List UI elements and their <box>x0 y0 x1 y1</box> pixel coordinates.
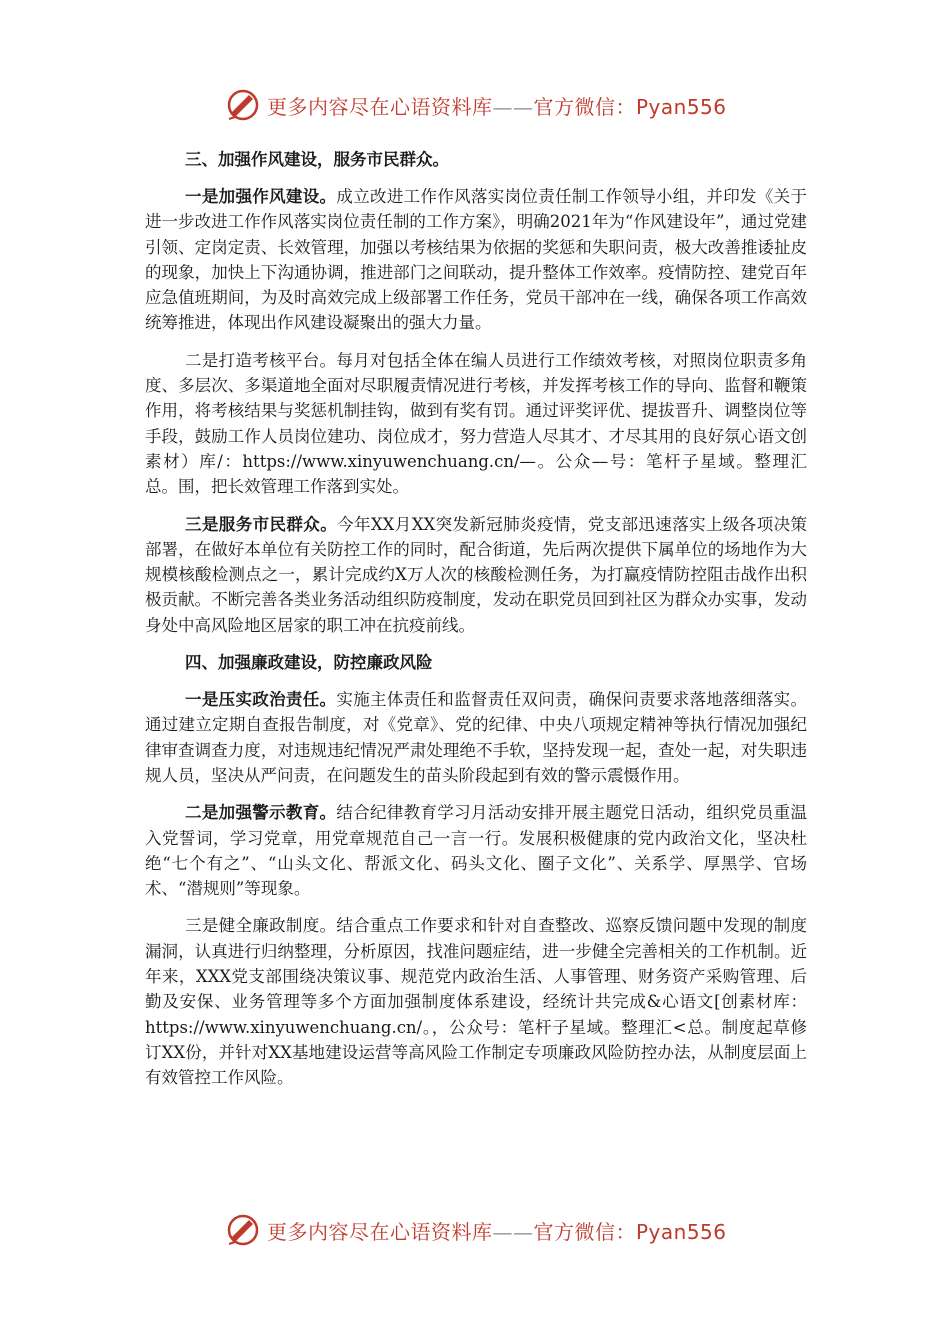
banner-text <box>267 91 727 120</box>
section-3-paragraph-2 <box>145 348 807 500</box>
banner-brand: 更多内容尽在心语资料库 <box>267 94 493 119</box>
section-4-paragraph-2 <box>145 800 807 901</box>
paragraph-body: 今年XX月XX突发新冠肺炎疫情，党支部迅速落实上级各项决策部署，在做好本单位有关防控工作的同时，配合街道，先后两次提供下属单位的场地作为大规模核酸检测点之一，累计完成约X万人次的核酸检测任务，为打赢疫情防控阻击战作出积极贡献。不断完善各类业务活动组织防疫制度，发动在职党员回到社区为群众办实事，发动身处中高风险地区居家的职工冲在抗疫前线。 <box>145 514 807 635</box>
section-3-paragraph-1 <box>145 184 807 336</box>
footer-banner <box>225 1210 725 1250</box>
banner-wechat-label: 官方微信： <box>533 1219 636 1244</box>
paragraph-lead: 二是加强警示教育。 <box>185 803 337 823</box>
paragraph-lead: 一是压实政治责任。 <box>185 690 337 710</box>
paragraph-lead: 一是加强作风建设。 <box>185 187 337 206</box>
banner-brand: 更多内容尽在心语资料库 <box>267 1219 493 1244</box>
paragraph-lead: 三是服务市民群众。 <box>185 514 338 534</box>
pen-swirl-logo-icon <box>225 87 261 123</box>
paragraph-body: 成立改进工作作风落实岗位责任制工作领导小组，并印发《关于进一步改进工作作风落实岗位责任制的工作方案》，明确2021年为“作风建设年”，通过党建引领、定岗定责、长效管理，加强以考核结果为依据的奖惩和失职问责，极大改善推诿扯皮的现象，加快上下沟通协调，推进部门之间联动，提升整体工作效率。疫情防控、建党百年应急值班期间，为及时高效完成上级部署工作任务，党员干部冲在一线，确保各项工作高效统筹推进，体现出作风建设凝聚出的强大力量。 <box>145 187 807 333</box>
section-3-paragraph-3 <box>145 512 807 638</box>
banner-dash: —— <box>492 1219 534 1244</box>
section-3-heading: 三、加强作风建设，服务市民群众。 <box>185 150 449 169</box>
section-4-paragraph-1 <box>145 687 807 788</box>
paragraph-body: 结合纪律教育学习月活动安排开展主题党日活动，组织党员重温入党誓词，学习党章，用党章规范自己一言一行。发展积极健康的党内政治文化，坚决杜绝“七个有之”、“山头文化、帮派文化、码头文化、圈子文化”、关系学、厚黑学、官场术、“潜规则”等现象。 <box>145 803 807 899</box>
pen-swirl-logo-icon <box>225 1212 261 1248</box>
section-4-paragraph-3 <box>145 913 807 1090</box>
banner-wechat-id: Pyan556 <box>636 1219 727 1244</box>
banner-dash: —— <box>492 94 534 119</box>
document-body <box>145 147 807 1103</box>
banner-wechat-id: Pyan556 <box>636 94 727 119</box>
section-4-heading: 四、加强廉政建设，防控廉政风险 <box>185 653 433 673</box>
banner-wechat-label: 官方微信： <box>533 94 636 119</box>
banner-text <box>267 1216 727 1245</box>
paragraph-body: 二是打造考核平台。每月对包括全体在编人员进行工作绩效考核，对照岗位职责多角度、多层次、多渠道地全面对尽职履责情况进行考核，并发挥考核工作的导向、监督和鞭策作用，将考核结果与奖惩机制挂钩，做到有奖有罚。通过评奖评优、提拔晋升、调整岗位等手段，鼓励工作人员岗位建功、岗位成才，努力营造人尽其才、才尽其用的良好氛心语文创素材）库/：https://www.xinyuwenchuang.cn/—。公众—号：笔杆子星域。整理汇总。围，把长效管理工作落到实处。 <box>145 350 807 497</box>
header-banner <box>225 85 725 125</box>
paragraph-body: 三是健全廉政制度。结合重点工作要求和针对自查整改、巡察反馈问题中发现的制度漏洞，认真进行归纳整理，分析原因，找准问题症结，进一步健全完善相关的工作机制。近年来，XXX党支部围绕决策议事、规范党内政治生活、人事管理、财务资产采购管理、后勤及安保、业务管理等多个方面加强制度体系建设，经统计共完成&心语文[创素材库：https://www.xinyuwenchuang.cn/。，公众号：笔杆子星域。整理汇<总。制度起草修订XX份，并针对XX基地建设运营等高风险工作制定专项廉政风险防控办法，从制度层面上有效管控工作风险。 <box>145 916 807 1088</box>
paragraph-body: 实施主体责任和监督责任双问责，确保问责要求落地落细落实。通过建立定期自查报告制度，对《党章》、党的纪律、中央八项规定精神等执行情况加强纪律审查调查力度，对违规违纪情况严肃处理绝不手软，坚持发现一起，查处一起，对失职违规人员，坚决从严问责，在问题发生的苗头阶段起到有效的警示震慑作用。 <box>145 690 807 785</box>
